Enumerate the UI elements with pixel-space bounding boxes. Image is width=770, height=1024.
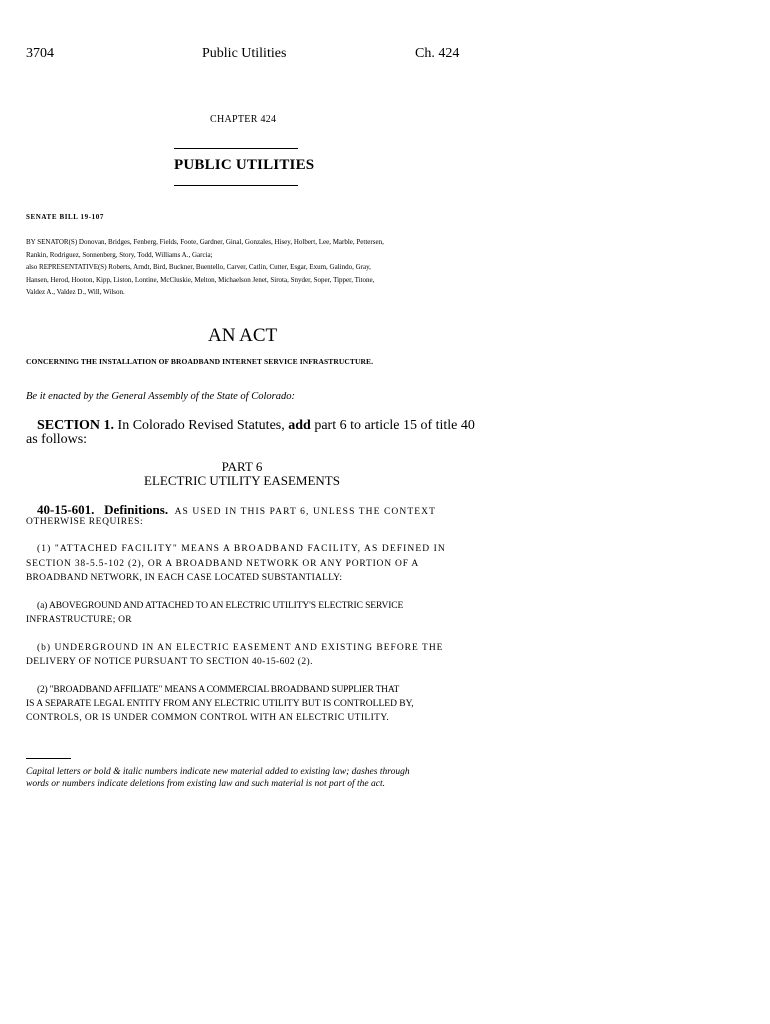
section-1-line — [37, 418, 475, 434]
definitions-lead: AS USED IN THIS PART 6, UNLESS THE CONTEXT — [174, 507, 437, 517]
definition-1b-line: (b) UNDERGROUND IN AN ELECTRIC EASEMENT AND EXISTING BEFORE THE — [37, 643, 444, 653]
section-1-label: SECTION 1. — [37, 418, 115, 433]
definition-1a-line: (a) ABOVEGROUND AND ATTACHED TO AN ELECTRIC UTILITY'S ELECTRIC SERVICE — [37, 601, 404, 611]
sponsors-line: also REPRESENTATIVE(S) Roberts, Arndt, Bird, Buckner, Buentello, Carver, Catlin, Cutter, Esgar, Exum, Galindo, Gray, — [26, 263, 371, 271]
definition-1-line: BROADBAND NETWORK, IN EACH CASE LOCATED SUBSTANTIALLY: — [26, 573, 343, 583]
act-heading: AN ACT — [208, 325, 278, 346]
definition-1a-line: INFRASTRUCTURE; OR — [26, 615, 132, 625]
chapter-title: PUBLIC UTILITIES — [174, 157, 315, 173]
sponsors-line: Valdez A., Valdez D., Will, Wilson. — [26, 288, 125, 296]
divider-top — [174, 148, 298, 149]
page-number: 3704 — [26, 46, 54, 61]
act-concerning: CONCERNING THE INSTALLATION OF BROADBAND INTERNET SERVICE INFRASTRUCTURE. — [26, 357, 374, 366]
divider-bottom — [174, 185, 298, 186]
definition-1-line: SECTION 38-5.5-102 (2), OR A BROADBAND NETWORK OR ANY PORTION OF A — [26, 559, 420, 569]
definition-2-line: CONTROLS, OR IS UNDER COMMON CONTROL WITH AN ELECTRIC UTILITY. — [26, 713, 390, 723]
sponsors-line: Rankin, Rodriguez, Sonnenberg, Story, Todd, Williams A., Garcia; — [26, 251, 213, 259]
part-number: PART 6 — [221, 459, 263, 474]
definition-1-line: (1) "ATTACHED FACILITY" MEANS A BROADBAND FACILITY, AS DEFINED IN — [37, 544, 446, 554]
section-1-text-b: part 6 to article 15 of title 40 — [314, 418, 475, 433]
enacting-clause: Be it enacted by the General Assembly of the State of Colorado: — [26, 391, 295, 402]
definition-2-line: IS A SEPARATE LEGAL ENTITY FROM ANY ELECTRIC UTILITY BUT IS CONTROLLED BY, — [26, 699, 414, 709]
sponsors-line: BY SENATOR(S) Donovan, Bridges, Fenberg, Fields, Foote, Gardner, Ginal, Gonzales, Hisey, Holbert, Lee, Marble, Pettersen, — [26, 238, 384, 246]
footnote-line: Capital letters or bold & italic numbers indicate new material added to existing law; dashes through — [26, 767, 410, 777]
bill-number: SENATE BILL 19-107 — [26, 213, 104, 221]
definitions-heading: Definitions. — [104, 502, 169, 517]
footnote-line: words or numbers indicate deletions from existing law and such material is not part of the act. — [26, 779, 385, 789]
footnote-rule — [26, 758, 71, 759]
part-title: ELECTRIC UTILITY EASEMENTS — [144, 473, 340, 488]
chapter-label: CHAPTER 424 — [210, 114, 277, 125]
section-1-text-a: In Colorado Revised Statutes, — [117, 418, 285, 433]
definition-1b-line: DELIVERY OF NOTICE PURSUANT TO SECTION 40-15-602 (2). — [26, 657, 313, 667]
definitions-lead-cont: OTHERWISE REQUIRES: — [26, 517, 144, 527]
section-1-add: add — [288, 418, 311, 433]
section-number: 40-15-601. — [37, 502, 95, 517]
section-1-text-c: as follows: — [26, 432, 88, 447]
chapter-reference: Ch. 424 — [415, 46, 460, 61]
definition-2-line: (2) "BROADBAND AFFILIATE" MEANS A COMMERCIAL BROADBAND SUPPLIER THAT — [37, 685, 400, 695]
running-title: Public Utilities — [202, 46, 287, 61]
sponsors-line: Hansen, Herod, Hooton, Kipp, Liston, Lontine, McCluskie, Melton, Michaelson Jenet, Sirota, Snyder, Soper, Tipper, Titone, — [26, 276, 375, 284]
definitions-heading-line — [37, 502, 436, 518]
